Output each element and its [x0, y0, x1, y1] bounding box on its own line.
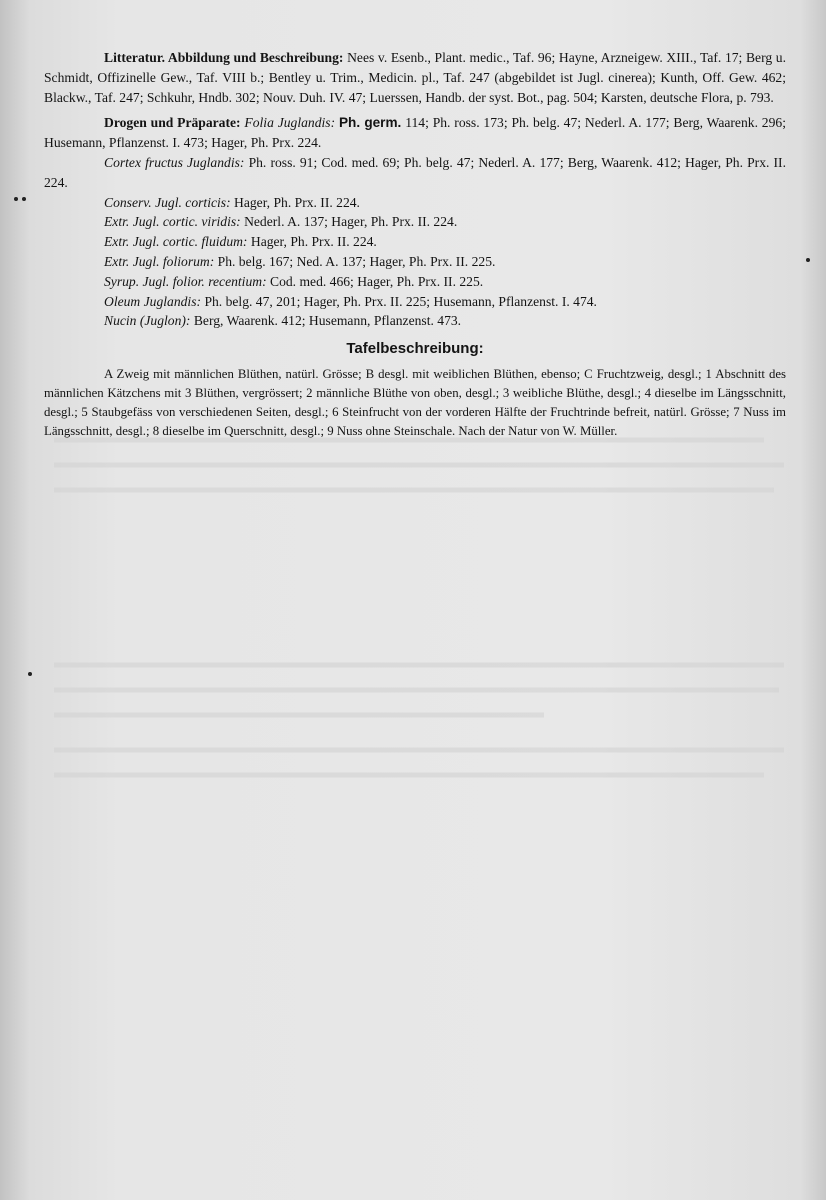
- tafel-text: A Zweig mit männlichen Blüthen, natürl. Grösse; B desgl. mit weiblichen Blüthen, ebenso; C Fruchtzweig, desgl.; 1 Abschnitt des männlichen Kätzchens mit 3 Blüthen, vergrössert; 2 männliche Blüthe von oben, desgl.; 3 weibliche Blüthe, desgl.; 4 dieselbe im Längsschnitt, desgl.; 5 Staubgefäss von verschiedenen Seiten, desgl.; 6 Steinfrucht von der vorderen Hälfte der Fruchtrinde befreit, natürl. Grösse; 7 Nuss im Längsschnitt, desgl.; 8 dieselbe im Querschnitt, desgl.; 9 Nuss ohne Steinschale. Nach der Natur von W. Müller.: [44, 366, 786, 438]
- drogen-item-text: Ph. ross. 91; Cod. med. 69; Ph. belg. 47; Nederl. A. 177; Berg, Waarenk. 412; Hager, Ph. Prx. II. 224.: [44, 154, 786, 190]
- drogen-item-name: Syrup. Jugl. folior. recentium:: [104, 273, 267, 289]
- drogen-item: [44, 232, 786, 252]
- drogen-heading: Drogen und Präparate:: [104, 115, 241, 131]
- drogen-item-name: Conserv. Jugl. corticis:: [104, 194, 231, 210]
- litteratur-text: Nees v. Esenb., Plant. medic., Taf. 96; Hayne, Arzneigew. XIII., Taf. 17; Berg u. Schmidt, Offizinelle Gew., Taf. VIII b.; Bentley u. Trim., Medicin. pl., Taf. 247 (abgebildet ist Jugl. cinerea); Kunth, Off. Gew. 462; Blackw., Taf. 247; Schkuhr, Hndb. 302; Nouv. Duh. IV. 47; Luerssen, Handb. der syst. Bot., pag. 504; Karsten, deutsche Flora, p. 793.: [44, 50, 786, 105]
- show-through-lines: [44, 420, 786, 800]
- drogen-item-name: Oleum Juglandis:: [104, 293, 202, 309]
- drogen-first-name: Folia Juglandis:: [244, 115, 336, 131]
- drogen-item-name: Nucin (Juglon):: [104, 313, 191, 329]
- drogen-item: [44, 252, 786, 272]
- drogen-item-text: Ph. belg. 47, 201; Hager, Ph. Prx. II. 225; Husemann, Pflanzenst. I. 474.: [204, 293, 597, 309]
- litteratur-heading: Litteratur. Abbildung und Beschreibung:: [104, 50, 344, 65]
- litteratur-paragraph: [44, 48, 786, 107]
- drogen-item-name: Extr. Jugl. cortic. viridis:: [104, 214, 241, 230]
- tafel-heading: Tafelbeschreibung:: [346, 340, 484, 358]
- drogen-paragraph: [44, 113, 786, 153]
- drogen-item: [44, 272, 786, 292]
- margin-dot: [28, 672, 32, 676]
- drogen-item: [44, 292, 786, 312]
- drogen-item-text: Hager, Ph. Prx. II. 224.: [250, 234, 377, 250]
- drogen-item: [44, 153, 786, 193]
- margin-dot: [22, 197, 26, 201]
- drogen-first-pharm: Ph. germ.: [338, 115, 402, 131]
- drogen-item: [44, 193, 786, 213]
- drogen-item-name: Extr. Jugl. cortic. fluidum:: [104, 234, 248, 250]
- drogen-item-text: Hager, Ph. Prx. II. 224.: [234, 194, 360, 210]
- drogen-item-name: Extr. Jugl. foliorum:: [104, 253, 215, 269]
- drogen-item-text: Berg, Waarenk. 412; Husemann, Pflanzenst. 473.: [193, 313, 462, 329]
- drogen-item: [44, 311, 786, 331]
- drogen-item-text: Nederl. A. 137; Hager, Ph. Prx. II. 224.: [244, 214, 458, 230]
- margin-dot: [14, 197, 18, 201]
- drogen-item: [44, 212, 786, 232]
- drogen-item-text: Cod. med. 466; Hager, Ph. Prx. II. 225.: [270, 273, 484, 289]
- main-text: [44, 48, 786, 441]
- show-through-bleed: [44, 420, 786, 800]
- drogen-item-text: Ph. belg. 167; Ned. A. 137; Hager, Ph. Prx. II. 225.: [217, 253, 496, 269]
- drogen-item-name: Cortex fructus Juglandis:: [104, 154, 245, 170]
- margin-dot: [806, 258, 810, 262]
- drogen-first-text: 114; Ph. ross. 173; Ph. belg. 47; Nederl. A. 177; Berg, Waarenk. 296; Husemann, Pflanzenst. I. 473; Hager, Ph. Prx. 224.: [44, 115, 786, 151]
